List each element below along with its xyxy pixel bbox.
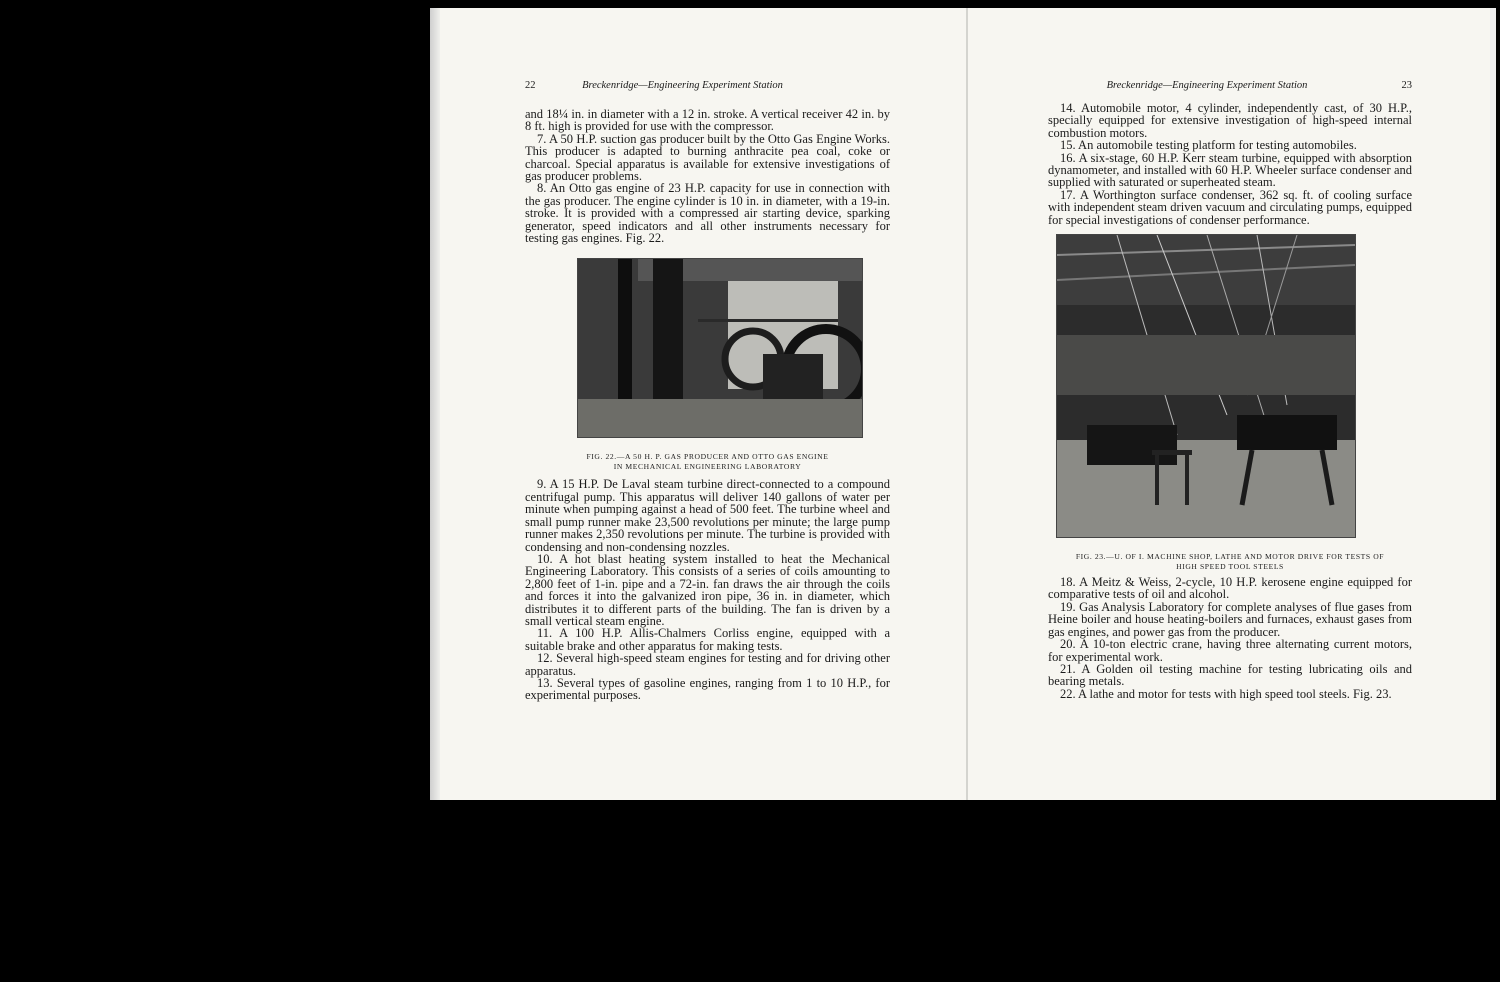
paragraph: 15. An automobile testing platform for testing automobiles. bbox=[1060, 138, 1357, 153]
caption-line: FIG. 22.—A 50 H. P. GAS PRODUCER AND OTTO GAS ENGINE bbox=[586, 452, 829, 462]
fig23-caption bbox=[1048, 552, 1412, 572]
left-running-title: Breckenridge—Engineering Experiment Station bbox=[582, 80, 783, 91]
right-body-bottom bbox=[1048, 576, 1412, 700]
paragraph: 11. A 100 H.P. Allis-Chalmers Corliss engine, equipped with a suitable brake and other apparatus for making tests. bbox=[525, 626, 890, 653]
paragraph: 19. Gas Analysis Laboratory for complete analyses of flue gases from Heine boiler and house heating-boilers and furnaces, exhaust gases from gas engines, and power gas from the producer. bbox=[1048, 599, 1412, 639]
paragraph: 17. A Worthington surface condenser, 362 sq. ft. of cooling surface with independent steam driven vacuum and circulating pumps, equipped for special investigations of condenser performance. bbox=[1048, 187, 1412, 227]
caption-line: FIG. 23.—U. OF I. MACHINE SHOP, LATHE AND MOTOR DRIVE FOR TESTS OF bbox=[1075, 552, 1385, 562]
left-page-number: 22 bbox=[525, 80, 536, 91]
caption-line: HIGH SPEED TOOL STEELS bbox=[1176, 562, 1284, 572]
paragraph: 13. Several types of gasoline engines, ranging from 1 to 10 H.P., for experimental purposes. bbox=[525, 675, 890, 703]
right-running-title: Breckenridge—Engineering Experiment Station bbox=[1106, 80, 1308, 91]
paragraph: 16. A six-stage, 60 H.P. Kerr steam turbine, equipped with absorption dynamometer, and installed with 60 H.P. Wheeler surface condenser and supplied with saturated or superheated steam. bbox=[1048, 150, 1412, 190]
book-gutter bbox=[966, 8, 968, 800]
paragraph: 9. A 15 H.P. De Laval steam turbine direct-connected to a compound centrifugal pump. This apparatus will deliver 140 gallons of water per minute when pumping against a head of 500 feet. The turbine wheel and small pump runner make 23,500 revolutions per minute; the large pump runner makes 2,350 revolutions per minute. The turbine is provided with condensing and non-condensing nozzles. bbox=[525, 477, 890, 554]
left-body-bottom bbox=[525, 478, 890, 701]
paragraph: and 18¼ in. in diameter with a 12 in. stroke. A vertical receiver 42 in. by 8 ft. high is provided for use with the compressor. bbox=[525, 107, 890, 134]
page-edge-shadow bbox=[430, 8, 440, 800]
paragraph: 18. A Meitz & Weiss, 2-cycle, 10 H.P. kerosene engine equipped for comparative tests of oil and alcohol. bbox=[1048, 575, 1412, 602]
paragraph: 20. A 10-ton electric crane, having three alternating current motors, for experimental work. bbox=[1048, 637, 1412, 664]
paragraph: 7. A 50 H.P. suction gas producer built by the Otto Gas Engine Works. This producer is adapted to burning anthracite pea coal, coke or charcoal. Special apparatus is available for extensive investigations of gas producer problems. bbox=[525, 131, 890, 184]
caption-line: IN MECHANICAL ENGINEERING LABORATORY bbox=[613, 462, 802, 472]
paragraph: 8. An Otto gas engine of 23 H.P. capacity for use in connection with the gas producer. The engine cylinder is 10 in. in diameter, with a 19-in. stroke. It is provided with a compressed air starting device, sparking generator, speed indicators and all other instruments necessary for testing gas engines. Fig. 22. bbox=[525, 181, 890, 246]
right-page-edge bbox=[1490, 8, 1496, 800]
left-page bbox=[525, 80, 890, 702]
fig22-photo bbox=[577, 258, 863, 438]
right-page bbox=[1048, 80, 1412, 700]
paragraph: 12. Several high-speed steam engines for testing and for driving other apparatus. bbox=[525, 651, 890, 678]
paragraph: 10. A hot blast heating system installed to heat the Mechanical Engineering Laboratory. This consists of a series of coils amounting to 2,800 feet of 1-in. pipe and a 72-in. fan draws the air through the coils and forces it into the galvanized iron pipe, 36 in. in diameter, which distributes it to different parts of the building. The fan is driven by a small vertical steam engine. bbox=[525, 551, 890, 628]
paragraph: 14. Automobile motor, 4 cylinder, independently cast, of 30 H.P., specially equipped for extensive investigation of high-speed internal combustion motors. bbox=[1048, 101, 1412, 140]
fig22-caption bbox=[525, 452, 890, 472]
right-running-head bbox=[1048, 80, 1412, 96]
paragraph: 22. A lathe and motor for tests with high speed tool steels. Fig. 23. bbox=[1060, 686, 1392, 701]
right-body-top bbox=[1048, 102, 1412, 226]
left-running-head bbox=[525, 80, 890, 96]
paragraph: 21. A Golden oil testing machine for testing lubricating oils and bearing metals. bbox=[1048, 661, 1412, 689]
fig23-photo bbox=[1056, 234, 1356, 538]
right-page-number: 23 bbox=[1401, 80, 1412, 91]
left-body-top bbox=[525, 108, 890, 244]
